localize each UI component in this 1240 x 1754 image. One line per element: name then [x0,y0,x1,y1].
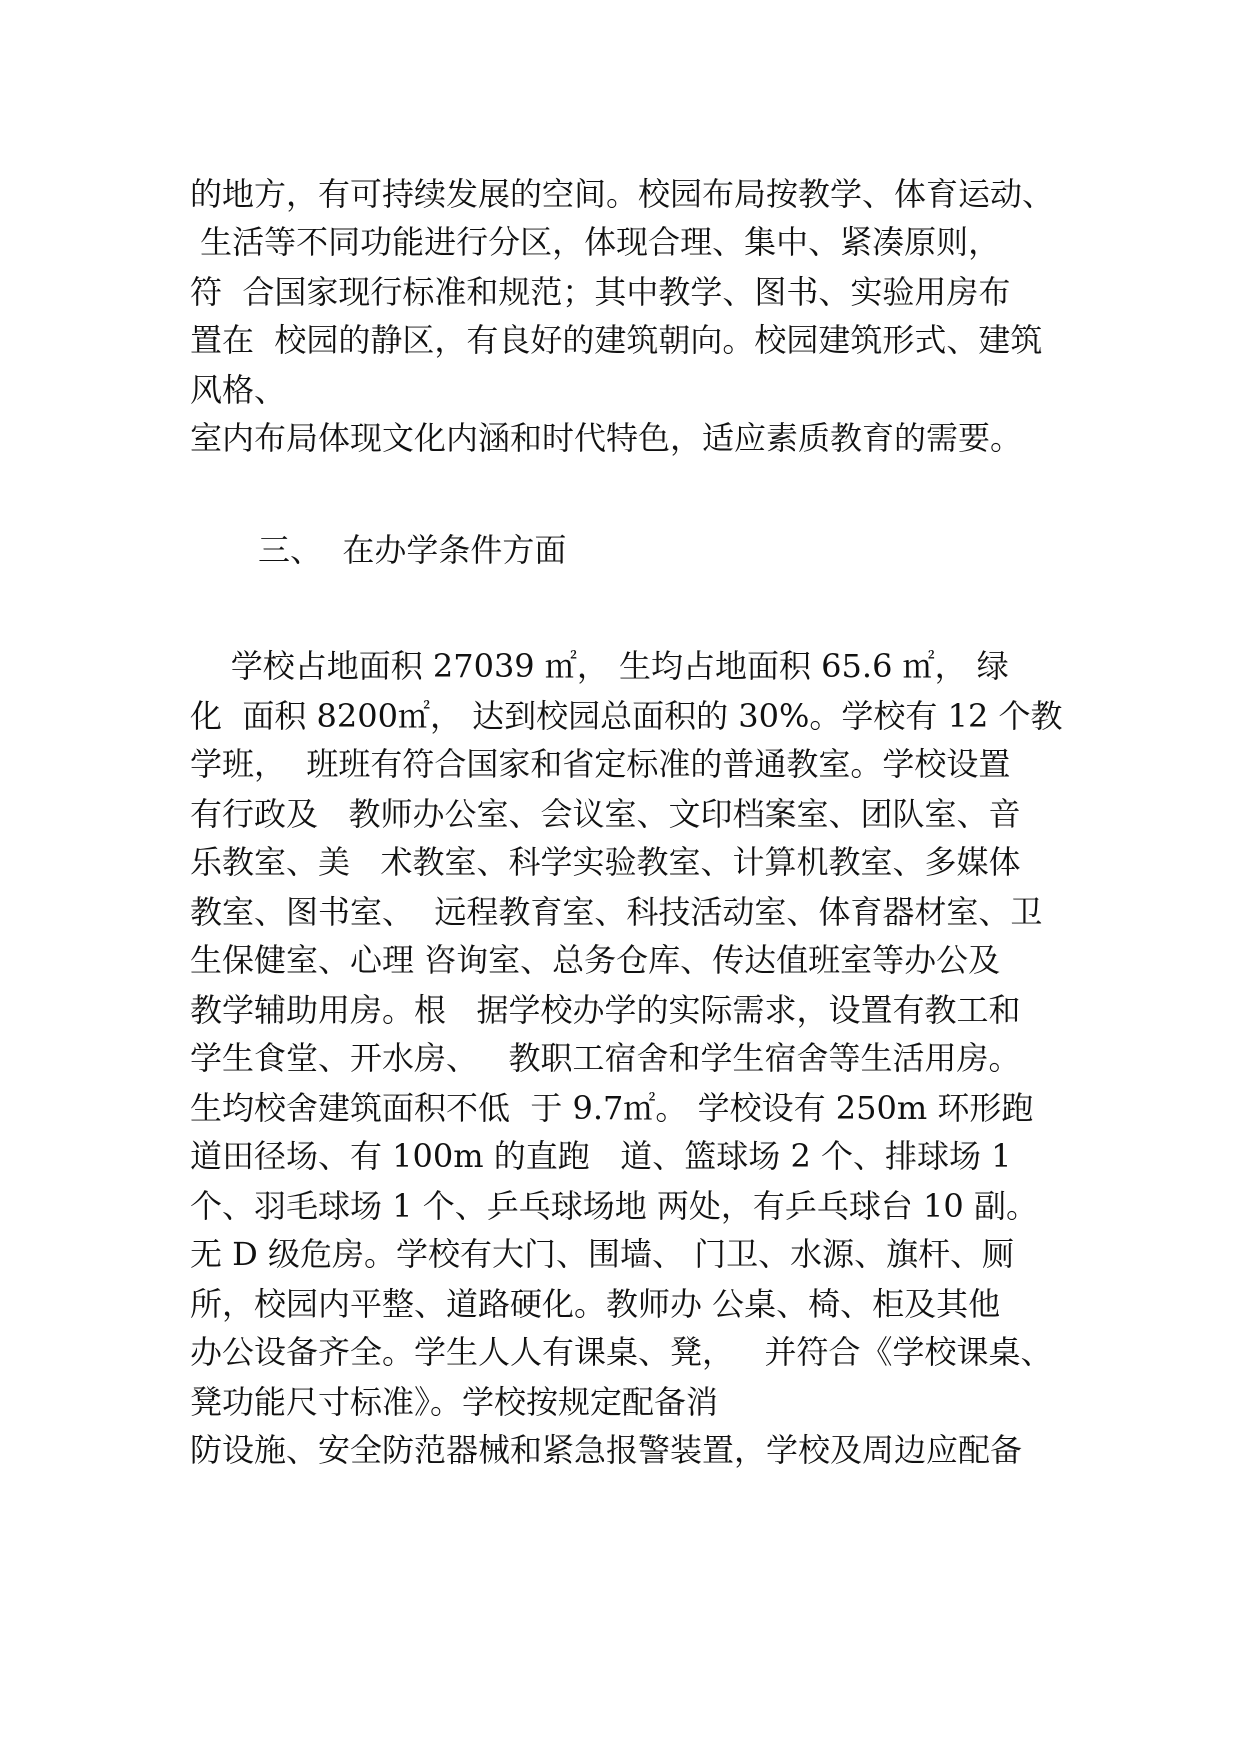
text-line: 无 D 级危房。学校有大门、围墙、 门卫、水源、旗杆、厕 [190,1235,1015,1273]
text-line: 防设施、安全防范器械和紧急报警装置，学校及周边应配备 [190,1431,1023,1469]
text-line: 教室、图书室、 远程教育室、科技活动室、体育器材室、卫 [190,893,1043,931]
text-line: 学校占地面积 27039 ㎡， 生均占地面积 65.6 ㎡， 绿 [190,647,1009,685]
text-line: 凳功能尺寸标准》。学校按规定配备消 [190,1383,719,1421]
text-line: 道田径场、有 100m 的直跑 道、篮球场 2 个、排球场 1 [190,1137,1012,1175]
text-line: 学班， 班班有符合国家和省定标准的普通教室。学校设置 [190,745,1011,783]
text-line: 置在 校园的静区，有良好的建筑朝向。校园建筑形式、建筑 [190,321,1043,359]
text-line: 生活等不同功能进行分区，体现合理、集中、紧凑原则， [190,223,1001,261]
text-line: 符 合国家现行标准和规范；其中教学、图书、实验用房布 [190,273,1011,311]
text-line: 有行政及 教师办公室、会议室、文印档案室、团队室、音 [190,795,1021,833]
text-line: 室内布局体现文化内涵和时代特色，适应素质教育的需要。 [190,419,1023,457]
text-line: 学生食堂、开水房、 教职工宿舍和学生宿舍等生活用房。 [190,1039,1021,1077]
text-line: 风格、 [190,371,287,409]
text-line: 办公设备齐全。学生人人有课桌、凳， 并符合《学校课桌、 [190,1333,1053,1371]
text-line: 化 面积 8200㎡， 达到校园总面积的 30%。学校有 12 个教 [190,697,1063,735]
section-heading: 三、 在办学条件方面 [258,531,567,569]
text-line: 生均校舍建筑面积不低 于 9.7㎡。 学校设有 250m 环形跑 [190,1089,1034,1127]
text-line: 个、羽毛球场 1 个、乒乓球场地 两处，有乒乓球台 10 副。 [190,1187,1038,1225]
text-line: 的地方，有可持续发展的空间。校园布局按教学、体育运动、 [190,175,1055,213]
text-line: 教学辅助用房。根 据学校办学的实际需求，设置有教工和 [190,991,1021,1029]
text-line: 乐教室、美 术教室、科学实验教室、计算机教室、多媒体 [190,843,1021,881]
text-line: 所，校园内平整、道路硬化。教师办 公桌、椅、柜及其他 [190,1285,1001,1323]
text-line: 生保健室、心理 咨询室、总务仓库、传达值班室等办公及 [190,941,1001,979]
